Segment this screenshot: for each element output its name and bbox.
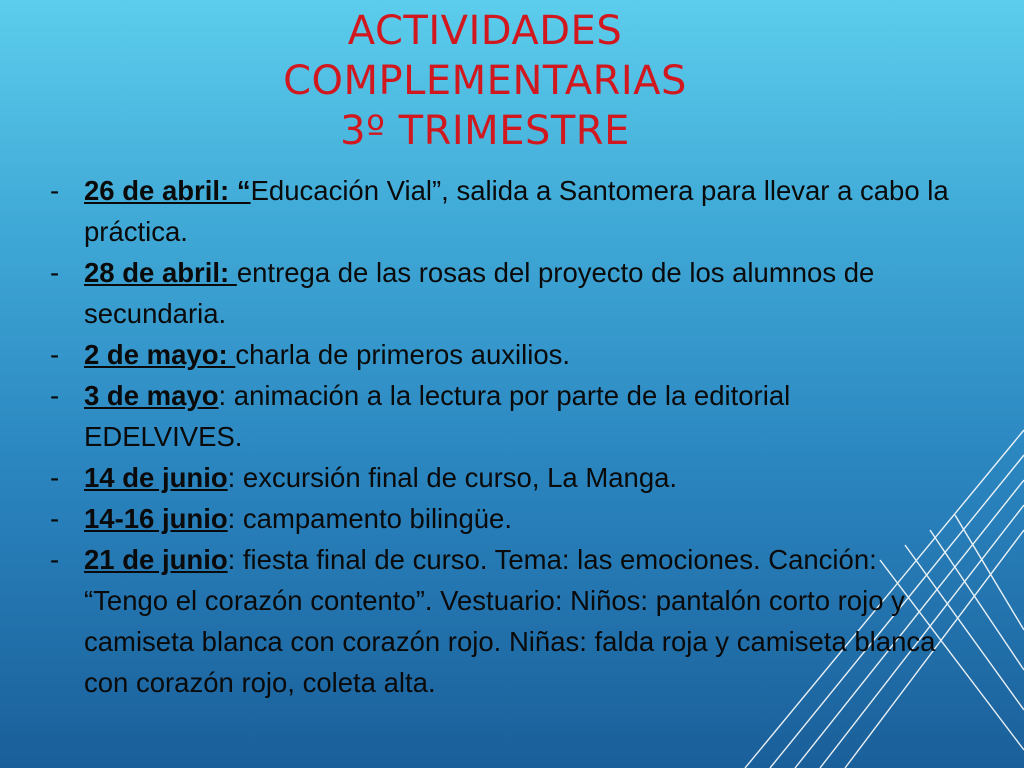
activity-text: : animación a la lectura por parte de la editorial EDELVIVES. [84, 380, 791, 452]
bullet-dash: - [50, 503, 60, 534]
activity-date: 28 de abril: [84, 257, 237, 288]
activity-item [50, 498, 950, 539]
activity-date: 2 de mayo: [84, 339, 236, 370]
activity-text: : campamento bilingüe. [227, 503, 512, 534]
bullet-dash: - [50, 339, 60, 370]
activity-date: 26 de abril: “ [84, 175, 251, 206]
bullet-dash: - [50, 544, 60, 575]
bullet-dash: - [50, 175, 60, 206]
title-line-2: COMPLEMENTARIAS [283, 58, 687, 104]
activity-text: entrega de las rosas del proyecto de los alumnos de secundaria. [84, 257, 875, 329]
bullet-dash: - [50, 380, 60, 411]
activity-item [50, 334, 950, 375]
activity-date: 3 de mayo [84, 380, 219, 411]
activity-item [50, 375, 950, 457]
bullet-dash: - [50, 462, 60, 493]
title-line-3: 3º TRIMESTRE [340, 108, 630, 154]
activity-text: charla de primeros auxilios. [235, 339, 571, 370]
slide-title [230, 6, 740, 156]
activity-date: 21 de junio [84, 544, 228, 575]
activity-date: 14 de junio [84, 462, 228, 493]
bullet-dash: - [50, 257, 60, 288]
activity-item [50, 170, 950, 252]
activity-list [50, 170, 950, 703]
activity-text: : excursión final de curso, La Manga. [227, 462, 678, 493]
activity-item [50, 252, 950, 334]
activity-text: : fiesta final de curso. Tema: las emociones. Canción: “Tengo el corazón contento”. Vestuario: Niños: pantalón corto rojo y camiseta blanca con corazón rojo. Niñas: falda roja y camiseta blanca con corazón rojo, coleta alta. [84, 544, 936, 698]
activity-date: 14-16 junio [84, 503, 228, 534]
activity-text: Educación Vial”, salida a Santomera para llevar a cabo la práctica. [84, 175, 949, 247]
activity-item [50, 539, 950, 703]
activity-item [50, 457, 950, 498]
title-line-1: ACTIVIDADES [347, 8, 623, 54]
